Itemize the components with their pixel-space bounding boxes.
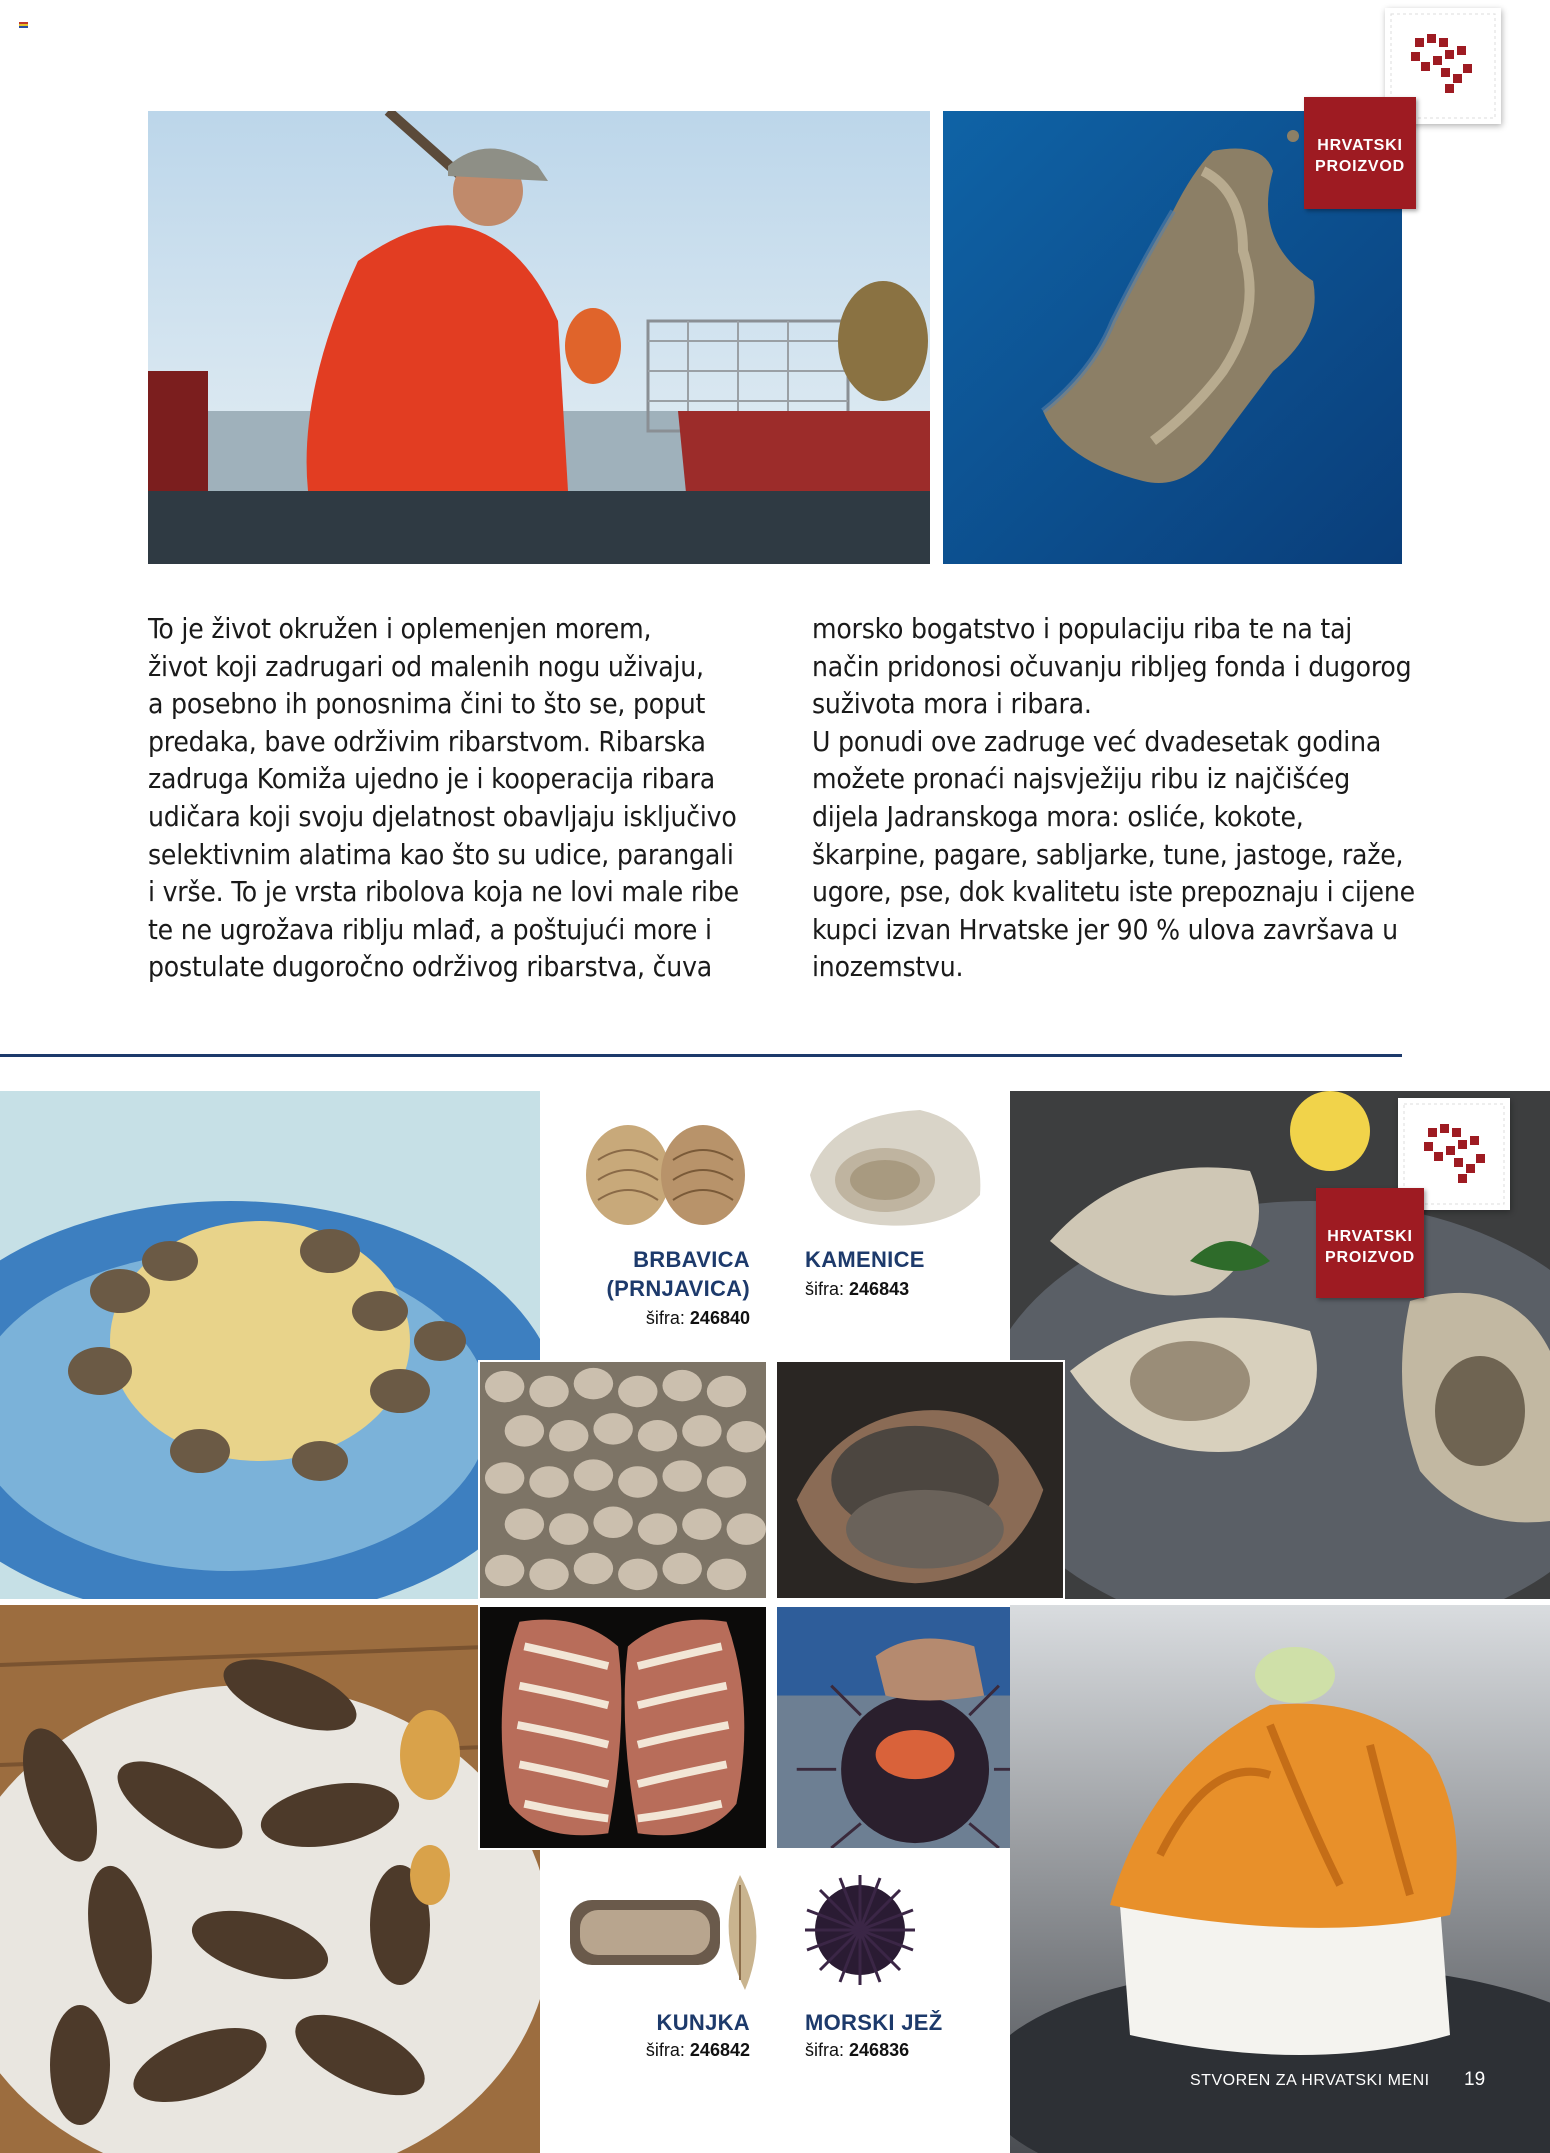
kunjka-shell-image (565, 1870, 775, 1995)
product-name-line2: (PRNJAVICA) (606, 1276, 750, 1301)
paragraph-right: morsko bogatstvo i populaciju riba te na taj način pridonosi očuvanju ribljeg fonda i dugorog suživota mora i ribara. U ponudi ove zadruge već dvadesetak godina možete pronaći najsvježiju ribu iz najčišćeg dijela Jadranskoga mora: osliće, kokote, škarpine, pagare, sabljarke, tune, jastoge, raže, ugore, pse, dok kvalitetu iste prepoznaju i cijene kupci izvan Hrvatske jer 90 % ulova završava u inozemstvu. (812, 612, 1415, 984)
code-value: 246843 (849, 1279, 910, 1299)
product-name-brbavica (560, 1245, 750, 1303)
product-code-morski-jez (805, 2040, 909, 2061)
product-code-kunjka (560, 2040, 750, 2061)
kamenice-oyster-image (800, 1105, 990, 1230)
footer-tagline: STVOREN ZA HRVATSKI MENI (1190, 2072, 1430, 2089)
fisherman-photo (148, 111, 930, 564)
code-label: šifra: (645, 2040, 685, 2060)
corner-mark (19, 22, 28, 28)
section-divider (0, 1054, 1402, 1057)
product-code-brbavica (560, 1308, 750, 1329)
badge-line1: HRVATSKI (1327, 1228, 1413, 1245)
croatian-product-badge (1316, 1188, 1424, 1298)
code-label: šifra: (645, 1308, 685, 1328)
croatian-product-badge (1304, 97, 1416, 209)
brbavica-shell-image (578, 1120, 753, 1230)
mussels-plate-photo (0, 1605, 540, 2153)
clam-pasta-photo (0, 1091, 540, 1599)
sea-urchin-image (785, 1870, 935, 1990)
code-label: šifra: (805, 2040, 845, 2060)
page-number: 19 (1464, 2069, 1486, 2090)
code-label: šifra: (805, 1279, 845, 1299)
badge-line2: PROIZVOD (1325, 1249, 1415, 1266)
badge-line2: PROIZVOD (1315, 158, 1405, 175)
product-name-kunjka (560, 2008, 750, 2037)
clams-pile-photo (478, 1360, 768, 1600)
product-code-kamenice (805, 1279, 909, 1300)
oysters-in-hands-photo (775, 1360, 1065, 1600)
code-value: 246840 (689, 1308, 750, 1328)
kunjka-shells-photo (478, 1605, 768, 1850)
product-name-line1: KAMENICE (805, 1247, 925, 1272)
paragraph-left: To je život okružen i oplemenjen morem, život koji zadrugari od malenih nogu uživaju, a posebno ih ponosnima čini to što se, poput predaka, bave održivim ribarstvom. Ribarska zadruga Komiža ujedno je i kooperacija ribara udičara koji svoju djelatnost obavljaju isključivo selektivnim alatima kao što su udice, parangali i vrše. To je vrsta ribolova koja ne lovi male ribe te ne ugrožava riblju mlađ, a poštujući more i postulate dugoročno održivog ribarstva, čuva (148, 612, 739, 984)
product-name-line1: MORSKI JEŽ (805, 2010, 943, 2035)
product-name-kamenice (805, 1245, 925, 1274)
product-name-line1: BRBAVICA (633, 1247, 750, 1272)
code-value: 246836 (849, 2040, 910, 2060)
code-value: 246842 (689, 2040, 750, 2060)
badge-line1: HRVATSKI (1317, 137, 1403, 154)
product-name-morski-jez (805, 2008, 942, 2037)
product-name-line1: KUNJKA (656, 2010, 750, 2035)
